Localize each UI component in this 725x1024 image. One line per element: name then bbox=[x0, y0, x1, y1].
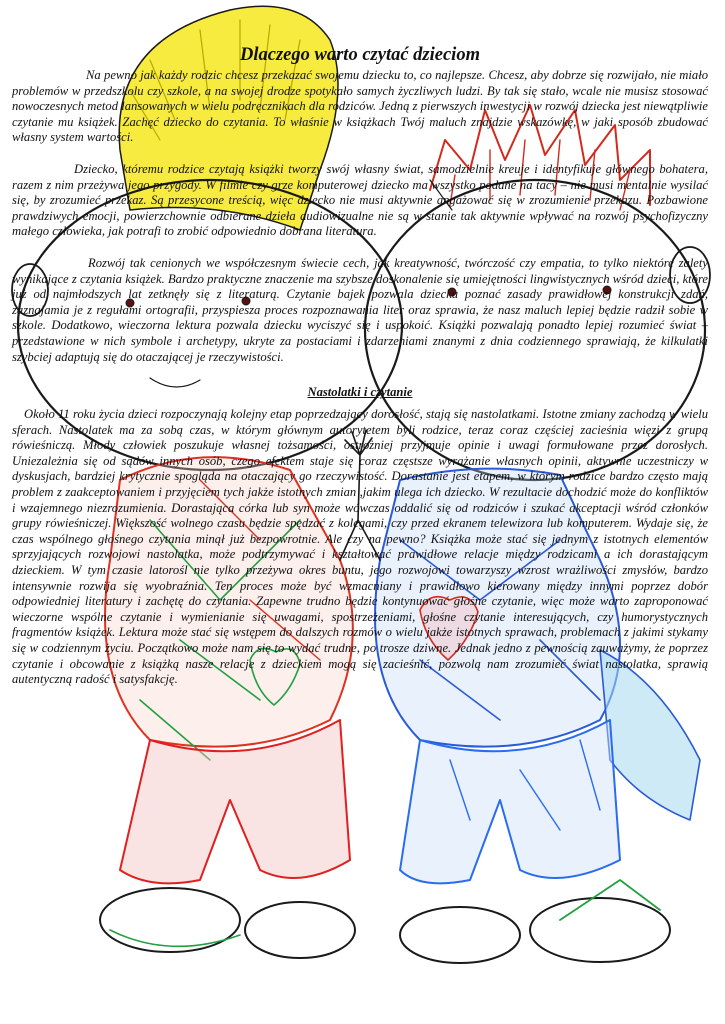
section-heading: Nastolatki i czytanie bbox=[307, 385, 413, 400]
left-child-shoe bbox=[100, 888, 240, 952]
article bbox=[12, 44, 708, 688]
paragraph-4: Około 11 roku życia dzieci rozpoczynają kolejny etap poprzedzający dorosłość, stają się nastolatkami. Istotne zmiany zachodzą w wielu sferach. Nastolatek ma za sobą czas, w którym głównym autorytetem byli rodzice, teraz coraz częściej zacieśnia więzi z grupą rówieśniczą. Młody człowiek poszukuje własnej tożsamości, ostrożniej przyjmuje opinie i uwagi formułowane przez dorosłych. Uniezależnia się od sądów innych osób, czego efektem staje się coraz częstsze wyrażanie własnych opinii, aktywnie uczestniczy w dyskusjach, bardziej krytycznie spogląda na otaczający go rzeczywistość. Dorastanie jest etapem, w którym rodzice bardzo często mają problem z zaakceptowaniem i przyjęciem tych jakże istotnych zmian ,jakim ulega ich dziecko. W rezultacie dochodzić może do konfliktów i wzajemnego niezrozumienia. Dorastająca córka lub syn może wówczas oddalić się od rodziców i szukać akceptacji wśród członków grupy rówieśniczej. Większość wolnego czasu będzie spędzać z kolegami, czy przed ekranem telewizora lub komputerem. Wydaje się, że czas wspólnego głośnego czytania minął już bezpowrotnie. Ale czy na pewno? Książka może stać się jednym z istotnych elementów sprzyjających rozwojowi nastolatka, może podtrzymywać i kształtować prawidłowe relacje między rodzicami a ich dorastającym dzieckiem. W tym czasie latorośl nie tylko przeżywa okres buntu, jego rozwojowi towarzyszy wzrost wrażliwości zmysłów, bardzo intensywnie rozwija się wyobraźnia. Ten proces może być wzmacniany i prawidłowo kierowany między innymi poprzez dobór odpowiedniej literatury i zachętę do czytania. Zapewne trudno będzie kontynuować głośne czytanie, więc może warto zaproponować wieczorne wspólne czytanie i wymienianie się uwagami, spostrzeżeniami, głośne czytanie interesujących, czy humorystycznych fragmentów książek. Lektura może stać się wstępem do dalszych rozmów o wielu jakże istotnych sprawach, problemach z jakimi stykamy się w codziennym życiu. Początkowo może nam się to wydać trudne, po trosze dziwne. Jednak jedno z pewnością zauważymy, że poprzez czytanie i obcowanie z książką nasze relacje z dzieckiem mogą się zacieśnić, pozwolą nam zrozumieć świat nastolatka, sprawią autentyczną radość i satysfakcję. bbox=[12, 407, 708, 687]
paragraph-2: Dziecko, któremu rodzice czytają książki tworzy swój własny świat, samodzielnie kreuje i identyfikuje głównego bohatera, razem z nim przeżywa jego przygody. W filmie czy grze komputerowej dziecko ma wszystko podane na tacy – nie musi mentalnie wysilać się, by zrozumieć przekaz. Są przesycone treścią, więc dziecko nie musi aktywnie angażować się w zrozumienie przekazu. Pozbawione prawdziwych emocji, powierzchownie odbierane dzieła audiowizualne nie są w stanie tak aktywnie wpływać na rozwój psychofizyczny małego człowieka, jak potrafi to zrobić odpowiednio dobrana literatura. bbox=[12, 161, 708, 239]
right-child-shoe bbox=[400, 907, 520, 963]
page-title: Dlaczego warto czytać dzieciom bbox=[240, 45, 480, 65]
paragraph-3: Rozwój tak cenionych we współczesnym świecie cech, jak kreatywność, twórczość czy empatia, to tylko niektóre zalety wynikające z czytania książek. Bardzo praktyczne znaczenie ma szybsze doskonalenie się umiejętności lingwistycznych wśród dzieci, które już od najmłodszych lat zetknęły się z literaturą. Czytanie bajek pozwala dziecku poznać zasady prawidłowej konstrukcji zdań, zaznajamia je z regułami ortografii, przyspiesza proces rozpoznawania liter oraz sprawia, że nasz maluch lepiej będzie radził sobie w szkole. Dodatkowo, wieczorna lektura pozwala dziecku wyciszyć się i uspokoić. Książki pozwalają ponadto lepiej rozumieć świat – przedstawione w nich symbole i archetypy, ukryte za postaciami i zdarzeniami znanymi z dnia codziennego sprawiają, że kilkulatki szybciej adaptują się do otaczającej je rzeczywistości. bbox=[12, 255, 708, 364]
paragraph-1: Na pewno jak każdy rodzic chcesz przekazać swojemu dziecku to, co najlepsze. Chcesz, aby dobrze się rozwijało, nie miało problemów w przedszkolu czy szkole, a na swojej drodze spotykało samych życzliwych ludzi. By tak się stało, wcale nie musisz stosować nowoczesnych metod lansowanych w wielu podręcznikach dla rodziców. Jedną z pierwszych inwestycji w rozwój dziecka jest niewątpliwie czytanie mu książek. Zachęć dziecko do czytania. To właśnie w książkach Twój maluch znajdzie wskazówkę, w jaki sposób zbudować własny system wartości. bbox=[12, 68, 708, 145]
